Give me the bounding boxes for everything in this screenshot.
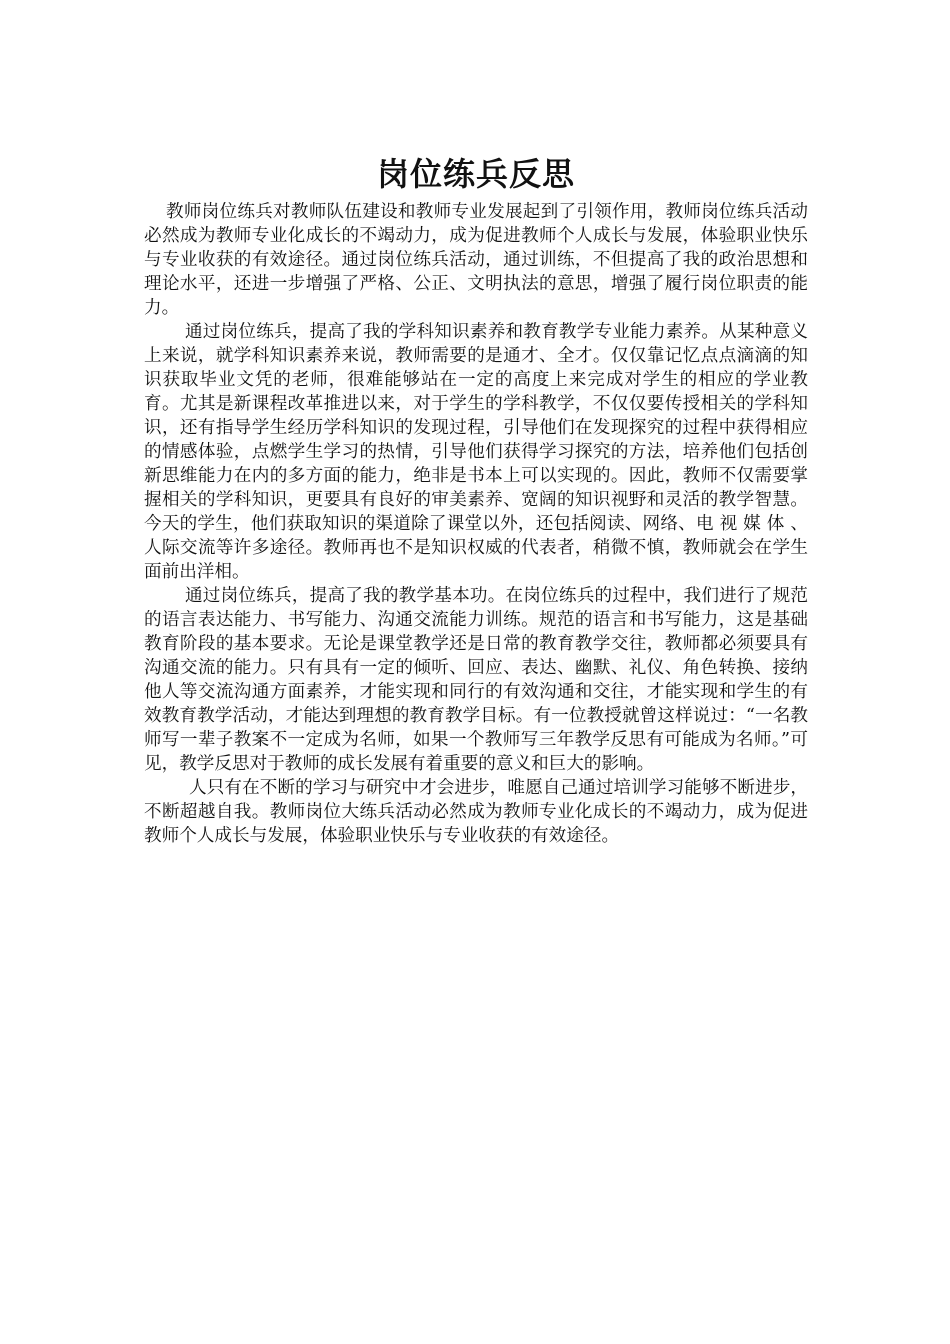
document-body [144,152,808,848]
paragraph-3: 通过岗位练兵，提高了我的教学基本功。在岗位练兵的过程中，我们进行了规范的语言表达能力、书写能力、沟通交流能力训练。规范的语言和书写能力，这是基础教育阶段的基本要求。无论是课堂教学还是日常的教育教学交往，教师都必须要具有沟通交流的能力。只有具有一定的倾听、回应、表达、幽默、礼仪、角色转换、接纳他人等交流沟通方面素养，才能实现和同行的有效沟通和交往，才能实现和学生的有效教育教学活动，才能达到理想的教育教学目标。有一位教授就曾这样说过：“一名教师写一辈子教案不一定成为名师，如果一个教师写三年教学反思有可能成为名师。”可见，教学反思对于教师的成长发展有着重要的意义和巨大的影响。 [144,586,808,774]
paragraph-1: 教师岗位练兵对教师队伍建设和教师专业发展起到了引领作用，教师岗位练兵活动必然成为教师专业化成长的不竭动力，成为促进教师个人成长与发展，体验职业快乐与专业收获的有效途径。通过岗位练兵活动，通过训练，不但提高了我的政治思想和理论水平，还进一步增强了严格、公正、文明执法的意思，增强了履行岗位职责的能力。 [144,202,808,318]
document-title: 岗位练兵反思 [376,155,575,193]
paragraph-2: 通过岗位练兵，提高了我的学科知识素养和教育教学专业能力素养。从某种意义上来说，就学科知识素养来说，教师需要的是通才、全才。仅仅靠记忆点点滴滴的知识获取毕业文凭的老师，很难能够站在一定的高度上来完成对学生的相应的学业教育。尤其是新课程改革推进以来，对于学生的学科教学，不仅仅要传授相关的学科知识，还有指导学生经历学科知识的发现过程，引导他们在发现探究的过程中获得相应的情感体验，点燃学生学习的热情，引导他们获得学习探究的方法，培养他们包括创新思维能力在内的多方面的能力，绝非是书本上可以实现的。因此，教师不仅需要掌握相关的学科知识，更要具有良好的审美素养、宽阔的知识视野和灵活的教学智慧。今天的学生，他们获取知识的渠道除了课堂以外，还包括阅读、网络、电 视 媒 体 、人际交流等许多途径。教师再也不是知识权威的代表者，稍微不慎，教师就会在学生面前出洋相。 [144,322,808,582]
paragraph-4: 人只有在不断的学习与研究中才会进步，唯愿自己通过培训学习能够不断进步，不断超越自我。教师岗位大练兵活动必然成为教师专业化成长的不竭动力，成为促进教师个人成长与发展，体验职业快乐与专业收获的有效途径。 [144,778,808,846]
